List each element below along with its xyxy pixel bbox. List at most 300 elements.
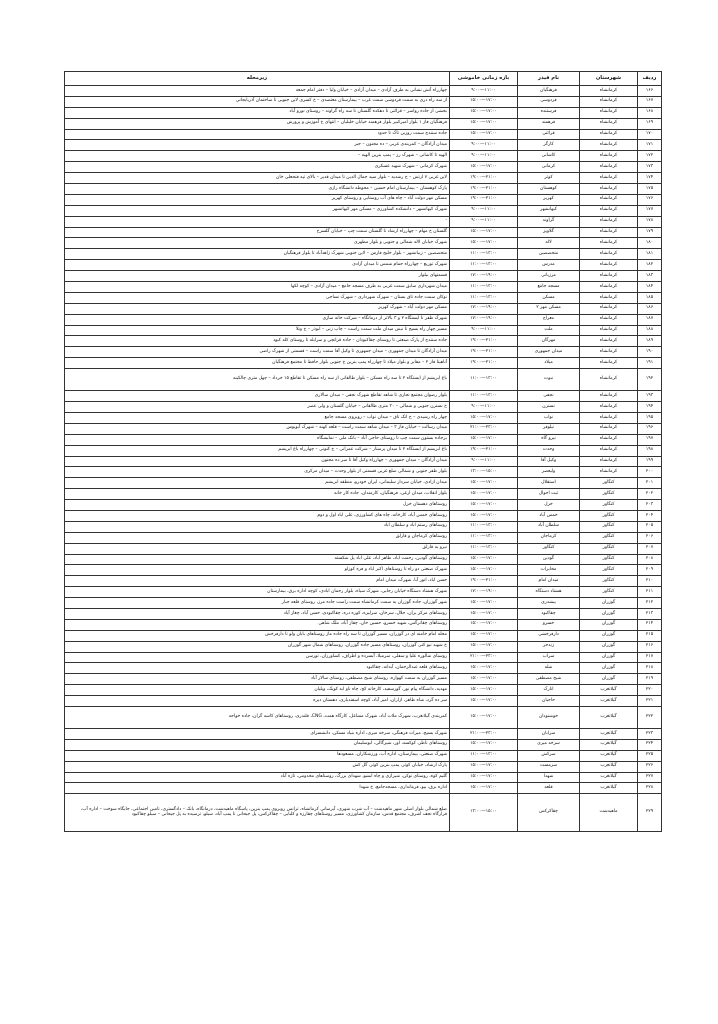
table-row: [65, 543, 662, 554]
feeder-cell: کیهانشهر: [518, 205, 580, 216]
time-range-cell: ۱۷:۰۰—۱۵:۰۰: [450, 96, 518, 107]
time-range-cell: ۱۷:۰۰—۱۵:۰۰: [450, 598, 518, 609]
neighborhood-cell: میدان آزادگان – میدان جمهوری – چهارراه وکیل آقا تا سر ده مجنون: [65, 456, 450, 467]
neighborhood-cell: فرهنگیان فاز ۱ بلوار امیرکبیر بلوار فرهمند خیابان خلیلیان – انتهای خ آموزش و پرورش: [65, 118, 450, 129]
time-range-cell: ۱۳:۰۰—۱۱:۰۰: [450, 282, 518, 293]
feeder-cell: کنگاور: [518, 543, 580, 554]
time-range-cell: ۱۱:۰۰—۹:۰۰: [450, 402, 518, 413]
city-cell: کرمانشاه: [580, 86, 638, 97]
table-row: [65, 456, 662, 467]
header-time-range: بازه زمانی خاموشی: [450, 72, 518, 86]
neighborhood-cell: الهیه تا کاشانی – شهرک رز – پمپ بنزین الهیه –: [65, 151, 450, 162]
feeder-cell: فرهنگیان: [518, 86, 580, 97]
row-number: ۱۶۶: [638, 86, 662, 97]
city-cell: گوزران: [580, 630, 638, 641]
row-number: ۲۱۵: [638, 630, 662, 641]
city-cell: کرمانشاه: [580, 205, 638, 216]
neighborhood-cell: میدان شهرداری سابق سمت غربی به طرف مسجد جامع – میدان آزادی – کوچه لکها: [65, 282, 450, 293]
city-cell: کرمانشاه: [580, 467, 638, 478]
table-row: [65, 652, 662, 663]
row-number: ۲۰۳: [638, 500, 662, 511]
city-cell: کرمانشاه: [580, 260, 638, 271]
city-cell: گیلانغرب: [580, 728, 638, 739]
row-number: ۱۶۹: [638, 118, 662, 129]
row-number: ۱۹۸: [638, 445, 662, 456]
row-number: ۱۷۵: [638, 184, 662, 195]
row-number: ۱۷۸: [638, 216, 662, 227]
city-cell: کرمانشاه: [580, 445, 638, 456]
feeder-cell: کوثر: [518, 173, 580, 184]
row-number: ۲۱۴: [638, 619, 662, 630]
row-number: ۲۱۷: [638, 652, 662, 663]
time-range-cell: ۲۱:۰۰—۱۹:۰۰: [450, 173, 518, 184]
table-row: [65, 227, 662, 238]
row-number: ۱۹۴: [638, 402, 662, 413]
neighborhood-cell: باغ ابریشم از ایستگاه ۲ تا سه راه مسکن – بلوار طالقانی از سه راه مسکن تا تقاطع ۱۵ خرداد – چهل متری چالکینه: [65, 369, 450, 391]
city-cell: کرمانشاه: [580, 412, 638, 423]
time-range-cell: ۱۷:۰۰—۱۵:۰۰: [450, 761, 518, 772]
table-row: [65, 728, 662, 739]
row-number: ۱۸۴: [638, 282, 662, 293]
row-number: ۲۱۸: [638, 663, 662, 674]
time-range-cell: ۲۱:۰۰—۱۹:۰۰: [450, 347, 518, 358]
city-cell: کنگاور: [580, 576, 638, 587]
time-range-cell: ۱۳:۰۰—۱۱:۰۰: [450, 532, 518, 543]
feeder-cell: شیخ مصطفی: [518, 674, 580, 685]
neighborhood-cell: متخصصین – زیبانشهر – بلوار خلیج فارس – لاین جنوبی شهرک زاهدآباد تا بلوار فرهنگیان: [65, 249, 450, 260]
time-range-cell: ۱۵:۰۰—۱۳:۰۰: [450, 794, 518, 832]
time-range-cell: ۱۷:۰۰—۱۵:۰۰: [450, 500, 518, 511]
document-page: [64, 71, 661, 832]
table-row: [65, 521, 662, 532]
neighborhood-cell: سر ده گرد، شاه طاهر، ازاران، امیر آباد، کوچه اسفندیاری، دهستان ديره: [65, 696, 450, 707]
feeder-cell: فرهمند: [518, 118, 580, 129]
row-number: ۱۸۸: [638, 325, 662, 336]
time-range-cell: ۱۷:۰۰—۱۵:۰۰: [450, 783, 518, 794]
time-range-cell: ۱۳:۰۰—۱۱:۰۰: [450, 292, 518, 303]
time-range-cell: ۱۷:۰۰—۱۵:۰۰: [450, 619, 518, 630]
table-row: [65, 630, 662, 641]
city-cell: کنگاور: [580, 554, 638, 565]
feeder-cell: کوهستان: [518, 184, 580, 195]
feeder-cell: نواب: [518, 412, 580, 423]
neighborhood-cell: محله امام خامنه ای در گوزران، مسیر گوزران تا سه راه جاده ماز روستاهای بابان ولو تا دارفرخش: [65, 630, 450, 641]
feeder-cell: خوشنودان: [518, 706, 580, 728]
row-number: ۲۰۷: [638, 543, 662, 554]
neighborhood-cell: نیرو به قارلق: [65, 543, 450, 554]
row-number: ۲۰۹: [638, 565, 662, 576]
feeder-cell: فردوسی: [518, 96, 580, 107]
feeder-cell: کرمانی: [518, 162, 580, 173]
time-range-cell: ۱۷:۰۰—۱۵:۰۰: [450, 227, 518, 238]
feeder-cell: سرخه میری: [518, 739, 580, 750]
feeder-cell: قرائتی: [518, 129, 580, 140]
neighborhood-cell: جاده سنندج سمت روزبن تاک تا حدود: [65, 129, 450, 140]
feeder-cell: سرمست: [518, 761, 580, 772]
city-cell: گوزران: [580, 663, 638, 674]
time-range-cell: ۲۱:۰۰—۱۹:۰۰: [450, 445, 518, 456]
neighborhood-cell: مسکن مهر دولت آباد – شهرک کهریز: [65, 303, 450, 314]
time-range-cell: ۱۷:۰۰—۱۵:۰۰: [450, 489, 518, 500]
feeder-cell: مدرس: [518, 260, 580, 271]
table-row: [65, 750, 662, 761]
time-range-cell: ۱۷:۰۰—۱۵:۰۰: [450, 118, 518, 129]
time-range-cell: ۱۹:۰۰—۱۷:۰۰: [450, 314, 518, 325]
neighborhood-cell: جاده سنندج از پارک صنعتی تا روستای چقاکبودان – جاده قزانچی و سرابله تا روستای کله کبود: [65, 336, 450, 347]
city-cell: گوزران: [580, 674, 638, 685]
header-feeder: نام فیدر: [518, 72, 580, 86]
city-cell: کرمانشاه: [580, 282, 638, 293]
feeder-cell: ولیعصر: [518, 467, 580, 478]
neighborhood-cell: پارک کوهستان – بیمارستان امام حسین – محوطه دانشگاه رازی: [65, 184, 450, 195]
neighborhood-cell: بلوار رضوان مجتمع تجاری تا شاهد تقاطع شهرک نجفی – میدان سالاری: [65, 391, 450, 402]
row-number: ۲۰۴: [638, 510, 662, 521]
feeder-cell: خسرو: [518, 619, 580, 630]
row-number: ۲۲۱: [638, 696, 662, 707]
time-range-cell: ۱۷:۰۰—۱۵:۰۰: [450, 129, 518, 140]
feeder-cell: متخصصین: [518, 249, 580, 260]
table-row: [65, 598, 662, 609]
table-row: [65, 151, 662, 162]
table-row: [65, 794, 662, 832]
header-city: شهرستان: [580, 72, 638, 86]
table-row: [65, 696, 662, 707]
neighborhood-cell: شهرک خیابان لاله شمالی و جنوبی و بلوار مطهری: [65, 238, 450, 249]
feeder-cell: خزل: [518, 500, 580, 511]
city-cell: گیلانغرب: [580, 750, 638, 761]
city-cell: کرمانشاه: [580, 347, 638, 358]
city-cell: کنگاور: [580, 510, 638, 521]
feeder-cell: چقاکرکس: [518, 794, 580, 832]
city-cell: گوزران: [580, 619, 638, 630]
neighborhood-cell: گلستان خ مهام – چهارراه ارشاد تا گلستان سمت چپ – خیابان گلسرخ: [65, 227, 450, 238]
table-row: [65, 565, 662, 576]
neighborhood-cell: شهرک بسیج، میراث فرهنگی، سرخه میری، اداره بنیاد مسکن، دانشسرای: [65, 728, 450, 739]
row-number: ۱۶۸: [638, 107, 662, 118]
row-number: ۱۸۵: [638, 292, 662, 303]
time-range-cell: ۲۳:۰۰—۲۱:۰۰: [450, 728, 518, 739]
neighborhood-cell: روستاهای دهستان خزل: [65, 500, 450, 511]
city-cell: کنگاور: [580, 521, 638, 532]
row-number: ۲۱۹: [638, 674, 662, 685]
city-cell: کرمانشاه: [580, 184, 638, 195]
table-row: [65, 194, 662, 205]
city-cell: کرمانشاه: [580, 369, 638, 391]
row-number: ۱۷۰: [638, 129, 662, 140]
city-cell: کرمانشاه: [580, 423, 638, 434]
blackout-schedule-table: [64, 71, 662, 832]
table-row: [65, 761, 662, 772]
table-row: [65, 608, 662, 619]
time-range-cell: ۲۳:۰۰—۲۱:۰۰: [450, 423, 518, 434]
feeder-cell: کهریز: [518, 194, 580, 205]
neighborhood-cell: ضلع شمالی بلوار اصلی شهر ماهیدشت – آب شرب شهری، آبرسانی کرمانشاه، ترانس روبروی پمپ بنزین، پاسگاه ماهیدشت، درمانگاه، بانک – دادگستری، تامین اجتماعی، جایگاه سوخت – اداره آب، فرارگاه نجف اشرف، مجتمع قدس، سازمان کشاورزی، مسیر روستاهای چقارزه و کلبایی – چقاکرکس، پل جیحانی تا پمپ آباد، سیلو، ترسیده به پل جیحانی – سیلو چقاکبود: [65, 794, 450, 832]
row-number: ۱۷۴: [638, 173, 662, 184]
table-row: [65, 641, 662, 652]
time-range-cell: ۱۷:۰۰—۱۵:۰۰: [450, 434, 518, 445]
table-row: [65, 489, 662, 500]
row-number: ۱۹۷: [638, 434, 662, 445]
city-cell: کرمانشاه: [580, 249, 638, 260]
time-range-cell: ۱۷:۰۰—۱۵:۰۰: [450, 739, 518, 750]
time-range-cell: ۲۱:۰۰—۱۹:۰۰: [450, 336, 518, 347]
city-cell: گیلانغرب: [580, 685, 638, 696]
table-row: [65, 685, 662, 696]
table-row: [65, 391, 662, 402]
city-cell: کرمانشاه: [580, 314, 638, 325]
feeder-cell: فرستنده: [518, 107, 580, 118]
time-range-cell: ۱۹:۰۰—۱۷:۰۰: [450, 303, 518, 314]
neighborhood-cell: شهر گوزران، جاده گوزران به سمت کرمانشاه سمت راست جاده مرز، روستای قلعه جبار: [65, 598, 450, 609]
row-number: ۲۲۸: [638, 783, 662, 794]
row-number: ۲۲۶: [638, 761, 662, 772]
table-row: [65, 423, 662, 434]
city-cell: کرمانشاه: [580, 391, 638, 402]
row-number: ۲۱۲: [638, 598, 662, 609]
table-body: [65, 86, 662, 832]
city-cell: کنگاور: [580, 587, 638, 598]
time-range-cell: ۱۷:۰۰—۱۵:۰۰: [450, 706, 518, 728]
feeder-cell: لاله: [518, 238, 580, 249]
time-range-cell: ۱۷:۰۰—۱۵:۰۰: [450, 510, 518, 521]
time-range-cell: ۱۹:۰۰—۱۷:۰۰: [450, 587, 518, 598]
feeder-cell: مهرگان: [518, 336, 580, 347]
city-cell: گوزران: [580, 641, 638, 652]
table-row: [65, 260, 662, 271]
feeder-cell: وکیل آقا: [518, 456, 580, 467]
time-range-cell: ۱۷:۰۰—۱۵:۰۰: [450, 641, 518, 652]
city-cell: گیلانغرب: [580, 706, 638, 728]
table-row: [65, 500, 662, 511]
neighborhood-cell: میدان ازادی، خیابان سردار سلیمانی، ایران خودرو، منطقه ابریشم: [65, 478, 450, 489]
city-cell: کرمانشاه: [580, 162, 638, 173]
table-row: [65, 402, 662, 413]
city-cell: کنگاور: [580, 489, 638, 500]
time-range-cell: ۲۱:۰۰—۱۹:۰۰: [450, 194, 518, 205]
row-number: ۱۸۲: [638, 260, 662, 271]
neighborhood-cell: شهرک کیهانشهر – دانشکده کشاورزی – مسکن مهر کیهانشهر: [65, 205, 450, 216]
feeder-cell: معراج: [518, 314, 580, 325]
feeder-cell: سرابان: [518, 728, 580, 739]
feeder-cell: چقاکبود: [518, 608, 580, 619]
row-number: ۲۰۰: [638, 467, 662, 478]
feeder-cell: مسکن: [518, 292, 580, 303]
neighborhood-cell: از سه راه دری به سمت فردوسی سمت غرب – بیمارستان معتضدی – خ کسری لاین جنوبی تا ساختمان آذربایجانی: [65, 96, 450, 107]
row-number: ۲۰۱: [638, 478, 662, 489]
city-cell: کنگاور: [580, 532, 638, 543]
time-range-cell: ۱۷:۰۰—۱۵:۰۰: [450, 554, 518, 565]
neighborhood-cell: -: [65, 216, 450, 227]
feeder-cell: مسجد جامع: [518, 282, 580, 293]
city-cell: کرمانشاه: [580, 303, 638, 314]
feeder-cell: گلاویژ: [518, 227, 580, 238]
time-range-cell: ۲۳:۰۰—۲۱:۰۰: [450, 652, 518, 663]
header-neighborhood: زیرمحله: [65, 72, 450, 86]
neighborhood-cell: روستاهای گودین، رحمت اباد، طاهر اباد، علی اباد پل شکسته: [65, 554, 450, 565]
city-cell: کرمانشاه: [580, 96, 638, 107]
table-row: [65, 86, 662, 97]
time-range-cell: ۱۱:۰۰—۹:۰۰: [450, 216, 518, 227]
city-cell: کرمانشاه: [580, 107, 638, 118]
neighborhood-cell: پارک ارشاد، خیابان کوثر، پمپ بنزین کوثر، گل کش: [65, 761, 450, 772]
neighborhood-cell: گلیم کوه، روستای نوکن، شیرازی و چاه ابشو، شهدای بزرگ، روستاهای مخدومی، تازه آباد: [65, 772, 450, 783]
row-number: ۱۹۶: [638, 423, 662, 434]
table-row: [65, 282, 662, 293]
city-cell: ماهیدشت: [580, 794, 638, 832]
row-number: ۱۸۹: [638, 336, 662, 347]
table-row: [65, 674, 662, 685]
city-cell: گوزران: [580, 608, 638, 619]
table-row: [65, 238, 662, 249]
neighborhood-cell: شهرک کرمانی – شهرک شهید عسکری: [65, 162, 450, 173]
city-cell: کرمانشاه: [580, 216, 638, 227]
city-cell: کرمانشاه: [580, 129, 638, 140]
row-number: ۲۲۲: [638, 706, 662, 728]
city-cell: کنگاور: [580, 565, 638, 576]
header-row-number: ردیف: [638, 72, 662, 86]
row-number: ۲۰۶: [638, 532, 662, 543]
feeder-cell: نجفی: [518, 391, 580, 402]
city-cell: گیلانغرب: [580, 739, 638, 750]
neighborhood-cell: روستاهای مرکز بران، جلال، سرخان، سرلیزه، کوره دره، چقاکبودی، حسن آباد، چغاز آباد: [65, 608, 450, 619]
table-row: [65, 783, 662, 794]
feeder-cell: نسترن: [518, 402, 580, 413]
table-row: [65, 587, 662, 598]
neighborhood-cell: مهدیه، دانشگاه پیام نور، گورسفید، کارخانه کچ، چاه ناو ابه کویک، ویلیان: [65, 685, 450, 696]
city-cell: کرمانشاه: [580, 456, 638, 467]
city-cell: گیلانغرب: [580, 696, 638, 707]
neighborhood-cell: شهرک توریع – چهارراه حمام شمس تا میدان آزادی: [65, 260, 450, 271]
feeder-cell: خمس آباد: [518, 510, 580, 521]
feeder-cell: مسکن مهر ۲: [518, 303, 580, 314]
row-number: ۲۲۹: [638, 794, 662, 832]
feeder-cell: ثبت احوال: [518, 489, 580, 500]
city-cell: کرمانشاه: [580, 358, 638, 369]
table-row: [65, 510, 662, 521]
time-range-cell: ۱۷:۰۰—۱۵:۰۰: [450, 565, 518, 576]
feeder-cell: نبوت: [518, 369, 580, 391]
row-number: ۱۷۹: [638, 227, 662, 238]
neighborhood-cell: لاین غربی ۷ ارتش – خ رشدیه – بلوار سید جمال الدین تا میدان قدیر – بالای تپه فتحعلی خان: [65, 173, 450, 184]
time-range-cell: ۱۱:۰۰—۹:۰۰: [450, 325, 518, 336]
time-range-cell: ۱۳:۰۰—۱۱:۰۰: [450, 369, 518, 391]
city-cell: کرمانشاه: [580, 118, 638, 129]
time-range-cell: ۱۹:۰۰—۱۷:۰۰: [450, 271, 518, 282]
city-cell: گیلانغرب: [580, 783, 638, 794]
time-range-cell: ۱۳:۰۰—۱۱:۰۰: [450, 260, 518, 271]
feeder-cell: گراوند: [518, 216, 580, 227]
city-cell: کنگاور: [580, 478, 638, 489]
row-number: ۱۷۷: [638, 205, 662, 216]
time-range-cell: ۱۷:۰۰—۱۵:۰۰: [450, 772, 518, 783]
neighborhood-cell: شهرک ظفر تا ایستگاه ۲ و ۳ بالاتر از درمانگاه – شرکت خانه سازی: [65, 314, 450, 325]
neighborhood-cell: میدان آزادگان – کمربندی غربی – ده مجنون – جبر: [65, 140, 450, 151]
feeder-cell: استقلال: [518, 478, 580, 489]
neighborhood-cell: روستاهای ناظر، کوکسه، اور، شیرگالی، ابوسلیمان: [65, 739, 450, 750]
time-range-cell: ۱۳:۰۰—۱۱:۰۰: [450, 521, 518, 532]
table-row: [65, 325, 662, 336]
neighborhood-cell: روستاهای خمس آباد، کارخانه، چاه های کشاورزی، علی اباد اول و دوم: [65, 510, 450, 521]
table-row: [65, 663, 662, 674]
city-cell: کرمانشاه: [580, 194, 638, 205]
table-row: [65, 467, 662, 478]
time-range-cell: ۱۷:۰۰—۱۵:۰۰: [450, 238, 518, 249]
feeder-cell: بیشدری: [518, 598, 580, 609]
row-number: ۱۸۶: [638, 303, 662, 314]
time-range-cell: ۱۱:۰۰—۹:۰۰: [450, 140, 518, 151]
neighborhood-cell: باغ ابریشم از ایستگاه ۲ تا میدان پرستار – شرکت عمرانی – خ کنونی – چهارراه باغ ابریشم: [65, 445, 450, 456]
row-number: ۱۹۵: [638, 412, 662, 423]
table-row: [65, 129, 662, 140]
neighborhood-cell: روستاهای کرماجان و قارلق: [65, 532, 450, 543]
table-row: [65, 739, 662, 750]
table-row: [65, 162, 662, 173]
time-range-cell: ۲۱:۰۰—۱۹:۰۰: [450, 184, 518, 195]
feeder-cell: نیلوفر: [518, 423, 580, 434]
table-row: [65, 184, 662, 195]
table-row: [65, 173, 662, 184]
feeder-cell: مخابرات: [518, 565, 580, 576]
row-number: ۱۷۱: [638, 140, 662, 151]
neighborhood-cell: چهار راه رشیدی – خ اتک تاق – میدان نواب – روبروی مسجد جامع: [65, 412, 450, 423]
table-row: [65, 249, 662, 260]
table-row: [65, 347, 662, 358]
time-range-cell: ۲۱:۰۰—۱۹:۰۰: [450, 576, 518, 587]
city-cell: کرمانشاه: [580, 402, 638, 413]
table-row: [65, 336, 662, 347]
city-cell: کرمانشاه: [580, 227, 638, 238]
city-cell: کنگاور: [580, 500, 638, 511]
time-range-cell: ۱۵:۰۰—۱۳:۰۰: [450, 467, 518, 478]
table-row: [65, 554, 662, 565]
feeder-cell: میدان جمهوری: [518, 347, 580, 358]
city-cell: کرمانشاه: [580, 292, 638, 303]
time-range-cell: ۱۷:۰۰—۱۵:۰۰: [450, 696, 518, 707]
table-row: [65, 107, 662, 118]
table-row: [65, 532, 662, 543]
row-number: ۲۲۴: [638, 739, 662, 750]
table-row: [65, 434, 662, 445]
table-header-row: [65, 72, 662, 86]
feeder-cell: حاجیان: [518, 696, 580, 707]
time-range-cell: ۱۳:۰۰—۱۱:۰۰: [450, 750, 518, 761]
time-range-cell: ۱۷:۰۰—۱۵:۰۰: [450, 630, 518, 641]
city-cell: کرمانشاه: [580, 140, 638, 151]
neighborhood-cell: میدان رسالت – خیابان فاز ۳ – میدان شاهد سمت راست – قلعه کهنه – شهرک آبوبوس: [65, 423, 450, 434]
table-row: [65, 314, 662, 325]
neighborhood-cell: بخشی از جاده رواسر – قرائتی تا دهکده گلستان تا سه راه گراوند – روستای نورو آباد: [65, 107, 450, 118]
table-row: [65, 358, 662, 369]
time-range-cell: ۱۱:۰۰—۹:۰۰: [450, 151, 518, 162]
row-number: ۱۹۱: [638, 358, 662, 369]
neighborhood-cell: خ شهید نیو کنی گوزران، روستاهای مسیر جاده گوزران، روستاهای شمال شهر گوزران: [65, 641, 450, 652]
neighborhood-cell: کمربندی گیلانغرب، شهرک ملات آباد، شهرک مشاغل، کارگاه همت، CNG، قلندری، روستاهای کاسه گران، جاده خواجه: [65, 706, 450, 728]
neighborhood-cell: قسمتهای بیلوار: [65, 271, 450, 282]
row-number: ۲۲۰: [638, 685, 662, 696]
time-range-cell: ۱۱:۰۰—۹:۰۰: [450, 456, 518, 467]
row-number: ۲۲۳: [638, 728, 662, 739]
city-cell: گیلانغرب: [580, 761, 638, 772]
feeder-cell: سراب: [518, 652, 580, 663]
row-number: ۱۹۰: [638, 347, 662, 358]
neighborhood-cell: حسن اباد، انور آبا، شهرک، میدان امام: [65, 576, 450, 587]
feeder-cell: وحدت: [518, 445, 580, 456]
table-row: [65, 140, 662, 151]
feeder-cell: انارک: [518, 685, 580, 696]
feeder-cell: هشتاد دستگاه: [518, 587, 580, 598]
neighborhood-cell: برجاده بستون سمت چپ تا روستای حاجی آباد – بانک ملی – نمایشگاه: [65, 434, 450, 445]
table-row: [65, 303, 662, 314]
